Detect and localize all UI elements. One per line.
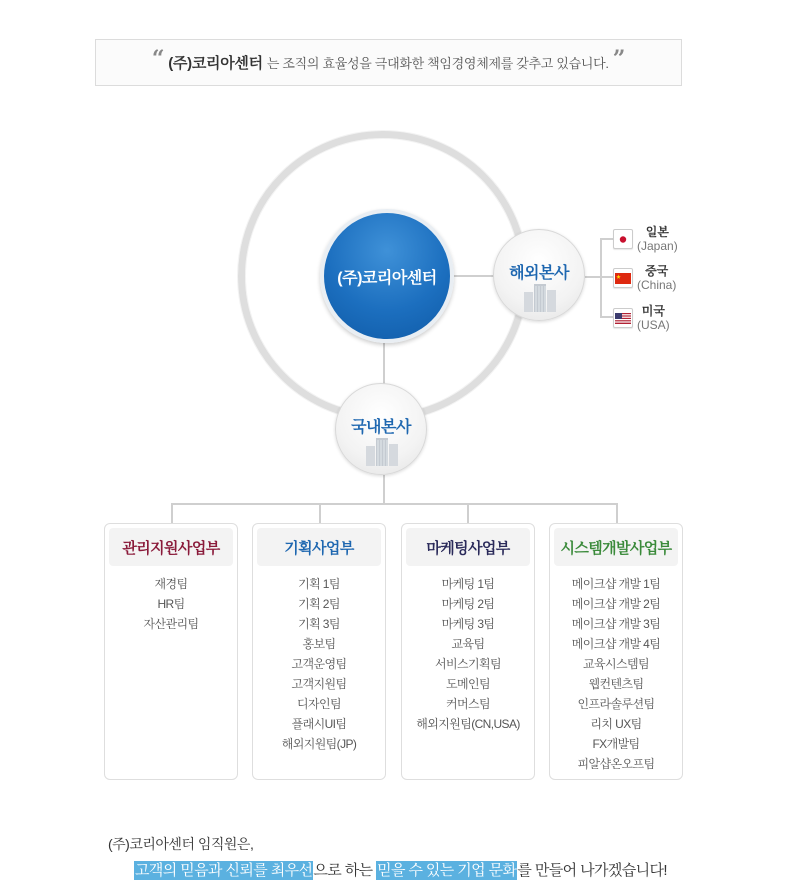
country-name-en: (Japan): [637, 239, 678, 253]
connector-country-japan: [600, 238, 614, 240]
team-item: 고객지원팀: [291, 677, 347, 691]
team-item: 고객운영팀: [291, 657, 347, 671]
building-icon: [364, 436, 400, 466]
team-list: [406, 574, 530, 734]
team-item: 서비스기획팀: [435, 657, 501, 671]
china-flag-icon: [613, 268, 633, 288]
team-item: 도메인팀: [446, 677, 490, 691]
team-item: 해외지원팀(CN,USA): [416, 717, 520, 731]
team-list: [554, 574, 678, 774]
highlight-culture: 믿을 수 있는 기업 문화: [377, 862, 517, 879]
team-item: 교육시스템팀: [583, 657, 649, 671]
team-item: 자산관리팀: [143, 617, 199, 631]
japan-flag-icon: [613, 229, 633, 249]
team-item: 재경팀: [154, 577, 188, 591]
overseas-hq-node: [493, 229, 585, 321]
connector-country-china: [600, 276, 614, 278]
connector-dept-4: [616, 503, 618, 524]
team-item: 기획 2팀: [298, 597, 340, 611]
connector-center-overseas: [454, 275, 494, 277]
domestic-hq-node: [335, 383, 427, 475]
team-item: 교육팀: [451, 637, 485, 651]
connector-dept-3: [467, 503, 469, 524]
closing-mid-text: 으로 하는: [313, 862, 377, 879]
connector-center-domestic: [383, 343, 385, 385]
team-item: FX개발팀: [592, 737, 640, 751]
country-name-kr: 중국: [645, 264, 669, 278]
highlight-trust: 고객의 믿음과 신뢰를 최우선: [135, 862, 313, 879]
team-item: 기획 3팀: [298, 617, 340, 631]
closing-line-1: (주)코리아센터 임직원은,: [108, 836, 254, 852]
country-china: [613, 264, 676, 292]
dept-planning: [252, 523, 386, 780]
dept-title: 마케팅사업부: [406, 528, 530, 566]
team-item: 인프라솔루션팀: [577, 697, 655, 711]
closing-end-text: 를 만들어 나가겠습니다!: [517, 862, 667, 879]
dept-marketing: [401, 523, 535, 780]
team-item: 메이크샵 개발 4팀: [571, 637, 661, 651]
connector-overseas-bracket: [585, 276, 601, 278]
team-item: 웹컨텐츠팀: [588, 677, 644, 691]
team-item: 해외지원팀(JP): [281, 737, 357, 751]
team-item: 디자인팀: [297, 697, 341, 711]
usa-flag-icon: [613, 308, 633, 328]
team-item: 피알샵온오프팀: [577, 757, 655, 771]
country-japan: [613, 225, 678, 253]
intro-company-name: (주)코리아센터: [168, 55, 263, 72]
close-quote-mark: ”: [612, 45, 626, 72]
country-name-kr: 미국: [641, 304, 665, 318]
connector-dept-bar: [171, 503, 617, 505]
team-item: 리치 UX팀: [590, 717, 642, 731]
dept-title: 시스템개발사업부: [554, 528, 678, 566]
country-name-en: (China): [637, 278, 677, 292]
team-item: 기획 1팀: [298, 577, 340, 591]
team-item: 커머스팀: [446, 697, 490, 711]
team-item: 마케팅 1팀: [441, 577, 495, 591]
dept-title: 관리지원사업부: [109, 528, 233, 566]
country-name-kr: 일본: [645, 225, 669, 239]
dept-system-dev: [549, 523, 683, 780]
team-list: [109, 574, 233, 634]
closing-line-2: [134, 859, 667, 880]
open-quote-mark: “: [151, 45, 165, 72]
connector-dept-1: [171, 503, 173, 524]
overseas-hq-label: 해외본사: [509, 265, 569, 282]
intro-text: 는 조직의 효율성을 극대화한 책임경영체제를 갖추고 있습니다.: [266, 56, 609, 71]
connector-country-usa: [600, 316, 614, 318]
team-item: HR팀: [157, 597, 185, 611]
dept-admin-support: [104, 523, 238, 780]
team-list: [257, 574, 381, 754]
connector-dept-2: [319, 503, 321, 524]
country-usa: [613, 304, 670, 332]
team-item: 마케팅 2팀: [441, 597, 495, 611]
country-name-en: (USA): [637, 318, 670, 332]
team-item: 홍보팀: [302, 637, 336, 651]
team-item: 마케팅 3팀: [441, 617, 495, 631]
team-item: 메이크샵 개발 3팀: [571, 617, 661, 631]
dept-title: 기획사업부: [257, 528, 381, 566]
connector-domestic-down: [383, 475, 385, 503]
building-icon: [522, 282, 558, 312]
domestic-hq-label: 국내본사: [351, 419, 411, 436]
team-item: 메이크샵 개발 1팀: [571, 577, 661, 591]
team-item: 플래시UI팀: [291, 717, 347, 731]
team-item: 메이크샵 개발 2팀: [571, 597, 661, 611]
center-company-node: (주)코리아센터: [320, 209, 454, 343]
